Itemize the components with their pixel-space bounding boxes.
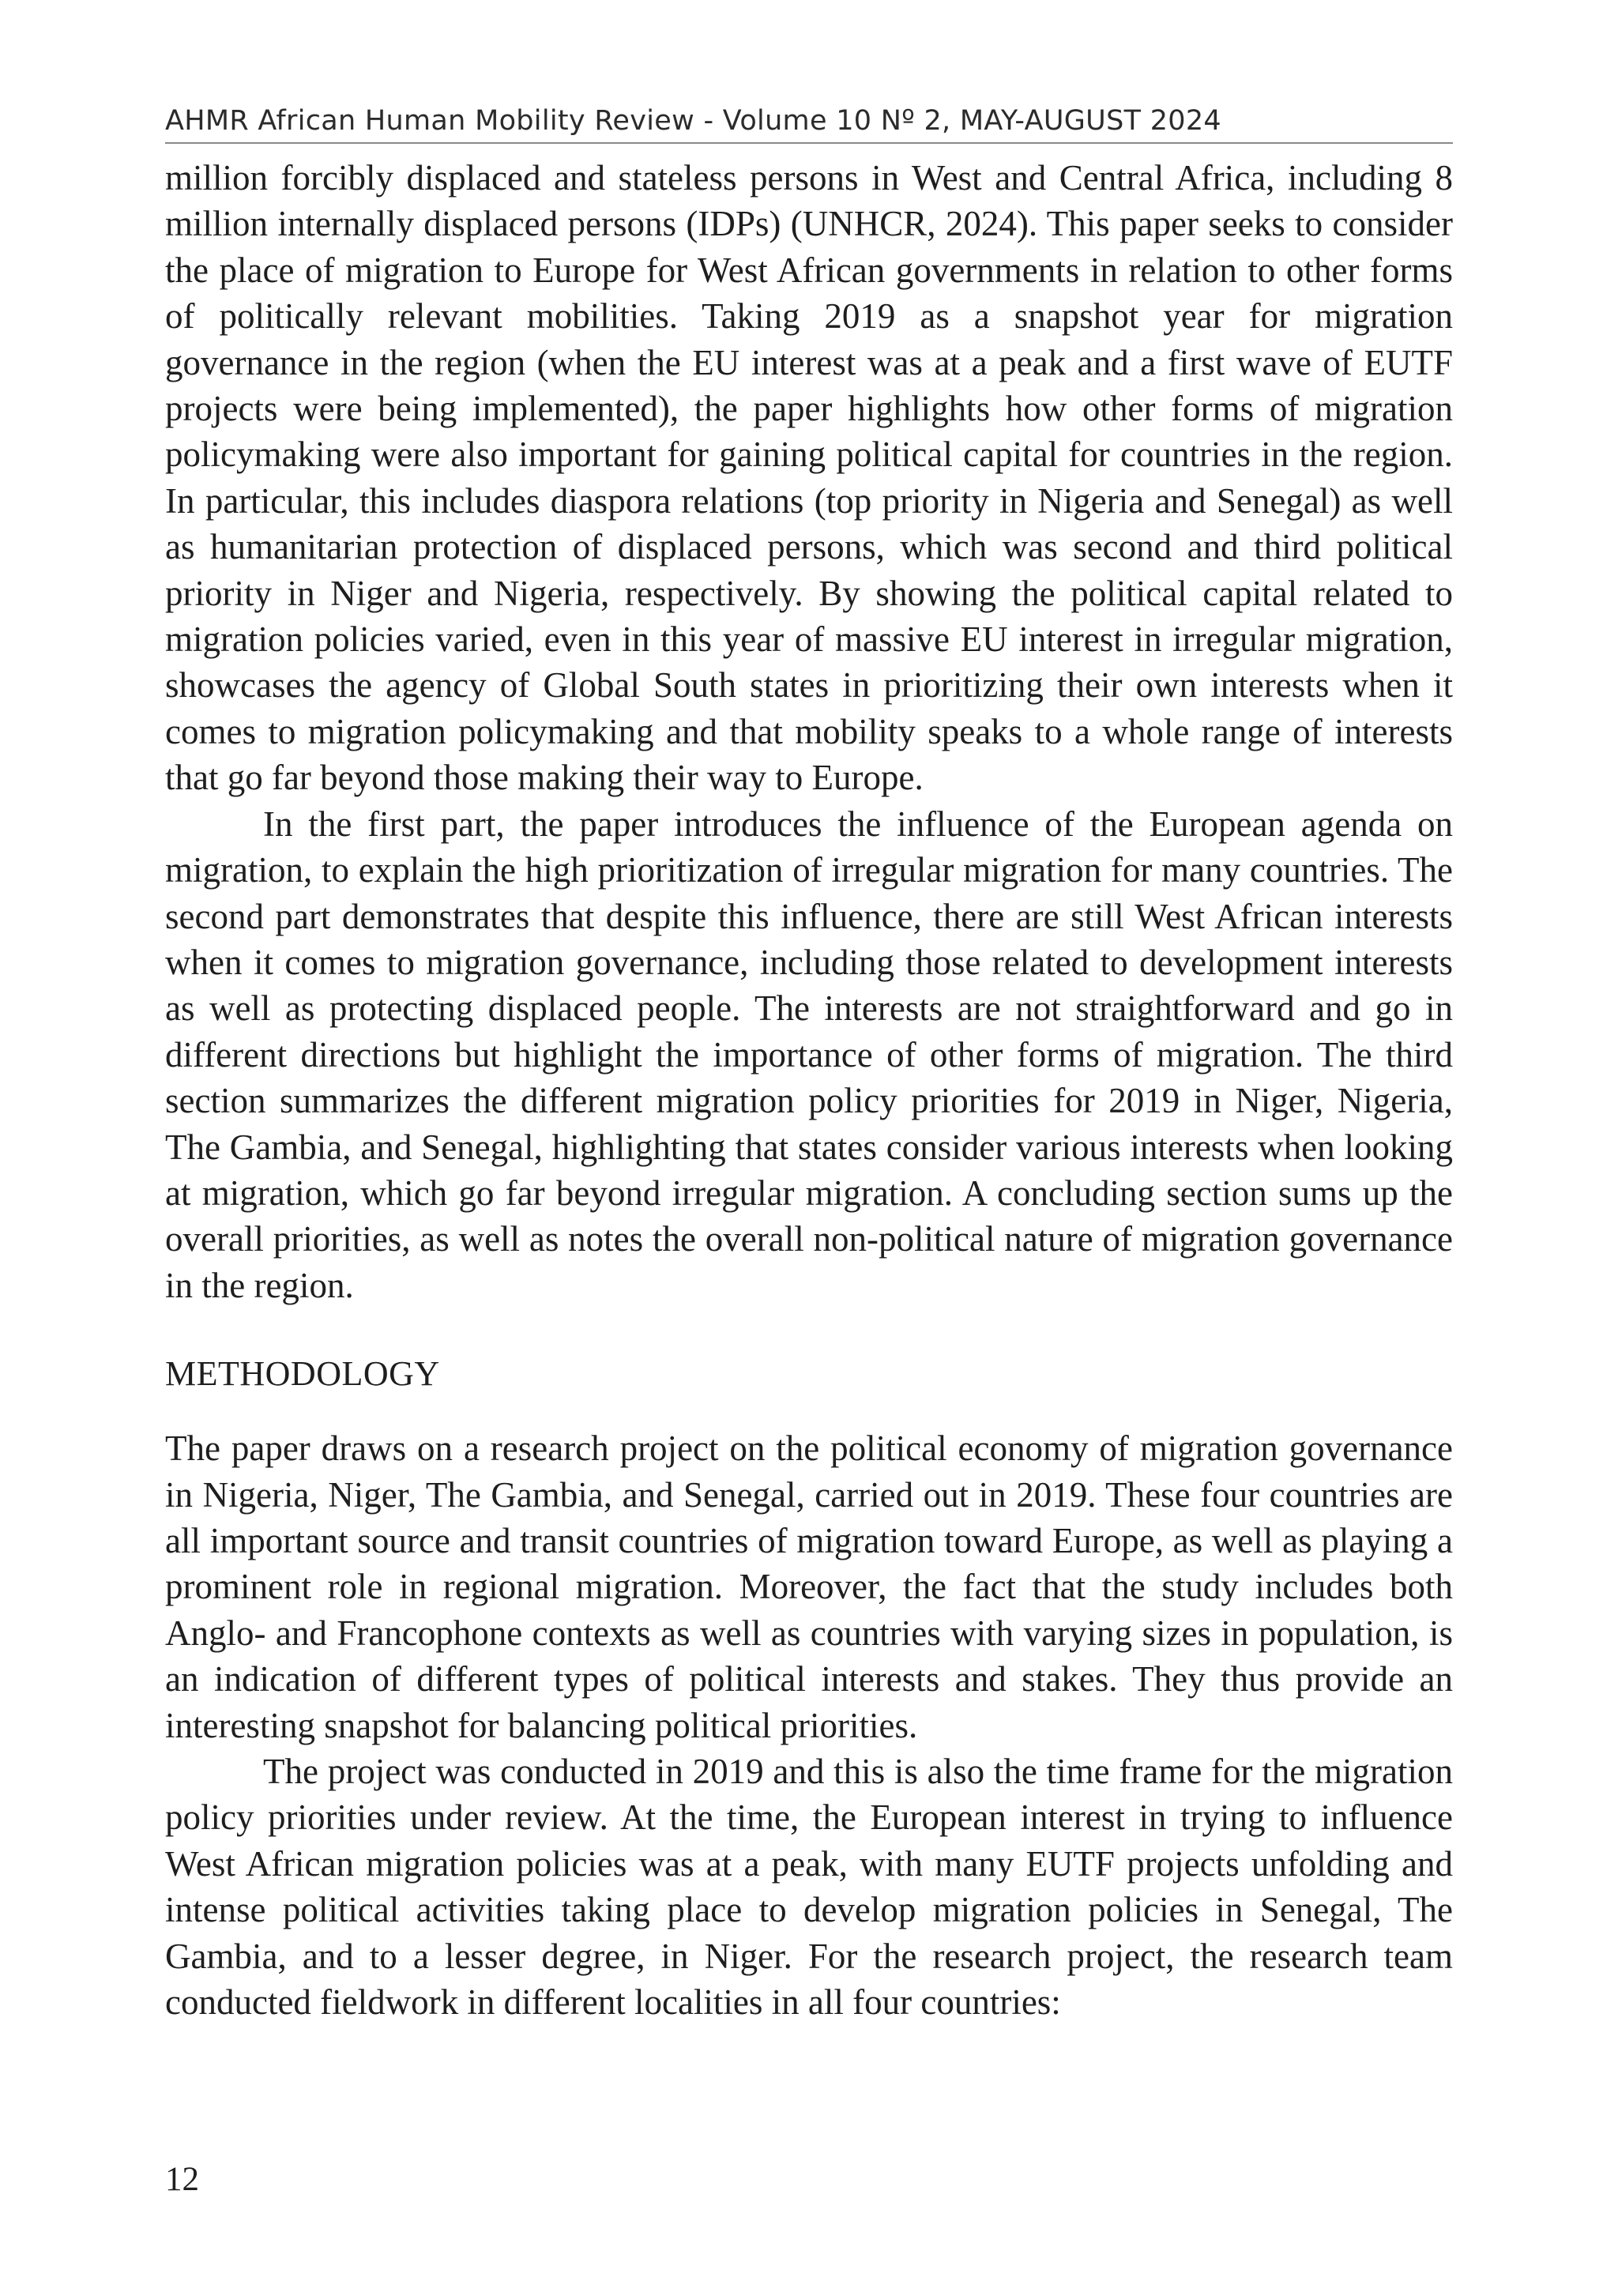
section-heading-methodology: METHODOLOGY <box>165 1354 440 1394</box>
header-divider <box>165 142 1453 144</box>
body-paragraph-continued: million forcibly displaced and stateless persons in West and Central Africa, including 8 million internally displaced persons (IDPs) (UNHCR, 2024). This paper seeks to consider the place of migration to Europe for West African governments in relation to other forms of politically relevant mobilities. Taking 2019 as a snapshot year for migration governance in the region (when the EU interest was at a peak and a first wave of EUTF projects were being implemented), the paper highlights how other forms of migration policymaking were also important for gaining political capital for countries in the region. In particular, this includes diaspora relations (top priority in Nigeria and Senegal) as well as humanitarian protection of displaced persons, which was second and third political priority in Niger and Nigeria, respectively. By showing the political capital related to migration policies varied, even in this year of massive EU interest in irregular migration, showcases the agency of Global South states in prioritizing their own interests when it comes to migration policymaking and that mobility speaks to a whole range of interests that go far beyond those making their way to Europe. <box>165 158 1453 798</box>
body-paragraph-outline: In the first part, the paper introduces the influence of the European agenda on migration, to explain the high prioritization of irregular migration for many countries. The second part demonstrates that despite this influence, there are still West African interests when it comes to migration governance, including those related to development interests as well as protecting displaced people. The interests are not straightforward and go in different directions but highlight the importance of other forms of migration. The third section summarizes the different migration policy priorities for 2019 in Niger, Nigeria, The Gambia, and Senegal, highlighting that states consider various interests when looking at migration, which go far beyond irregular migration. A concluding section sums up the overall priorities, as well as notes the overall non-political nature of migration governance in the region. <box>165 804 1453 1305</box>
running-header: AHMR African Human Mobility Review - Volume 10 Nº 2, MAY-AUGUST 2024 <box>165 105 1221 137</box>
page-number: 12 <box>165 2161 199 2198</box>
body-paragraph-methodology-2: The project was conducted in 2019 and this is also the time frame for the migration policy priorities under review. At the time, the European interest in trying to influence West African migration policies was at a peak, with many EUTF projects unfolding and intense political activities taking place to develop migration policies in Senegal, The Gambia, and to a lesser degree, in Niger. For the research project, the research team conducted fieldwork in different localities in all four countries: <box>165 1752 1453 2023</box>
body-paragraph-methodology-1: The paper draws on a research project on the political economy of migration governance in Nigeria, Niger, The Gambia, and Senegal, carried out in 2019. These four countries are all important source and transit countries of migration toward Europe, as well as playing a prominent role in regional migration. Moreover, the fact that the study includes both Anglo- and Francophone contexts as well as countries with varying sizes in population, is an indication of different types of political interests and stakes. They thus provide an interesting snapshot for balancing political priorities. <box>165 1428 1453 1745</box>
article-body <box>165 155 1453 2025</box>
